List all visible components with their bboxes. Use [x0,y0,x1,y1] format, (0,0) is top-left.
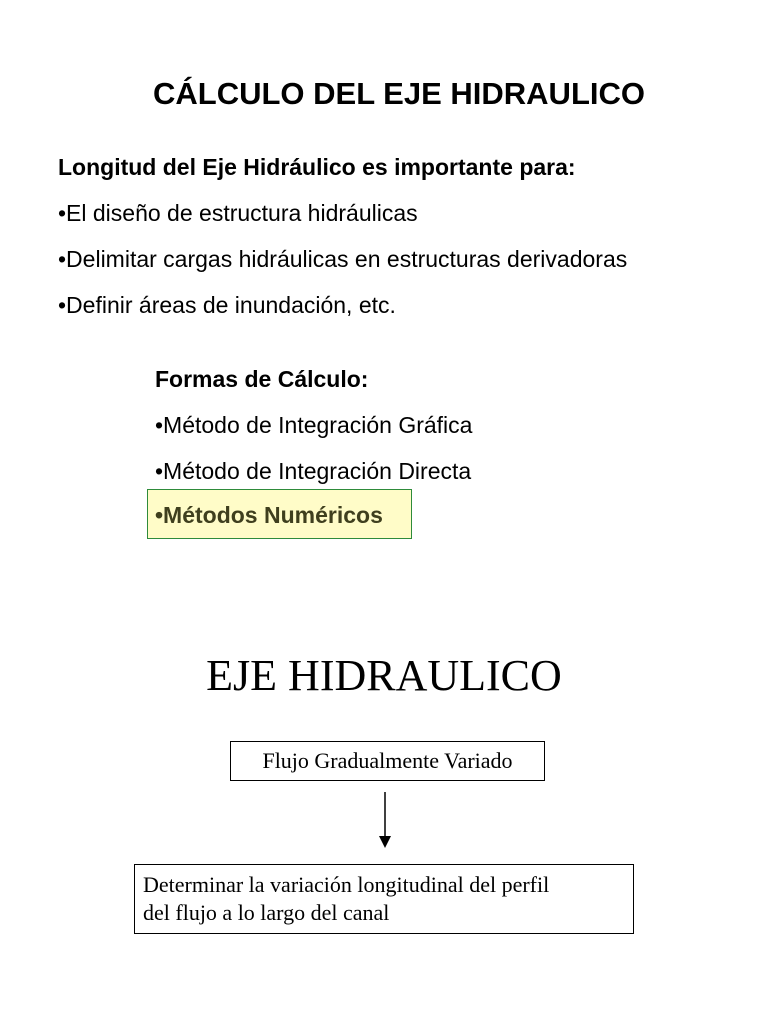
importance-bullet-1: •El diseño de estructura hidráulicas [58,200,418,226]
flow-box-top: Flujo Gradualmente Variado [230,741,545,781]
method-bullet-graphic: •Método de Integración Gráfica [155,412,473,438]
importance-bullet-2: •Delimitar cargas hidráulicas en estructuras derivadoras [58,246,628,272]
importance-heading: Longitud del Eje Hidráulico es importante para: [58,154,576,180]
methods-heading: Formas de Cálculo: [155,366,369,392]
methods-section [155,364,473,528]
importance-bullet-3: •Definir áreas de inundación, etc. [58,292,396,318]
method-bullet-direct: •Método de Integración Directa [155,458,472,484]
flow-box-bottom-line1: Determinar la variación longitudinal del perfil [143,872,550,897]
method-highlight-numeric: •Métodos Numéricos [147,489,412,539]
importance-section [58,152,627,336]
flow-box-bottom-line2: del flujo a lo largo del canal [143,900,390,925]
diagram-title: EJE HIDRAULICO [206,651,562,700]
slide-title: CÁLCULO DEL EJE HIDRAULICO [152,76,645,111]
down-arrow-icon [374,792,396,848]
flow-box-bottom [134,864,634,934]
